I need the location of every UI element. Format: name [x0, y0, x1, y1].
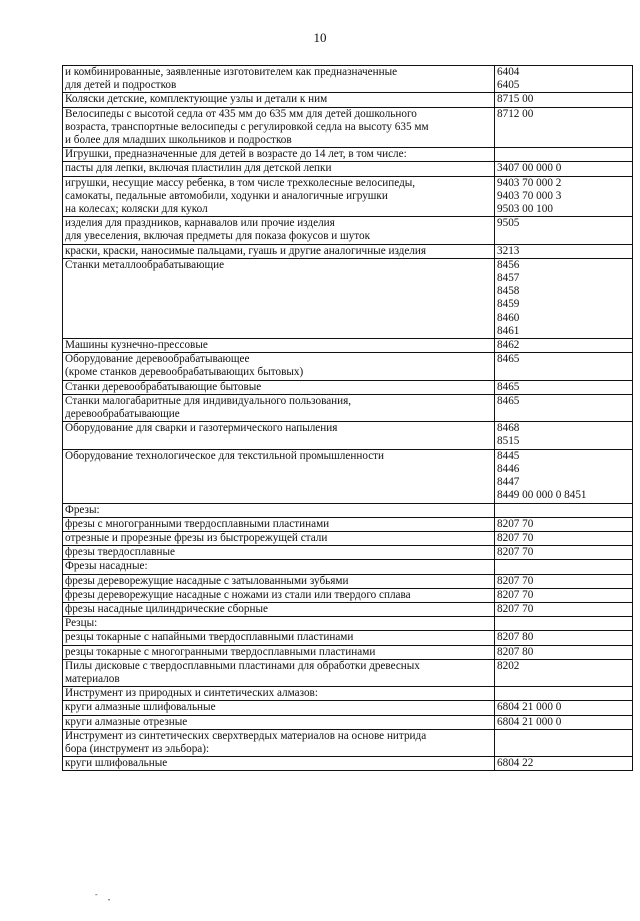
item-name-line: игрушки, несущие массу ребенка, в том числе трехколесные велосипеды, — [65, 176, 416, 189]
item-name-cell — [63, 715, 495, 729]
table-row — [63, 394, 633, 421]
item-name-cell — [63, 244, 495, 258]
item-name-line: возраста, транспортные велосипеды с регулировкой седла на высоту 635 мм — [65, 120, 429, 133]
tn-ved-code: 8207 80 — [497, 631, 534, 644]
table-row — [63, 380, 633, 394]
item-name-cell — [63, 531, 495, 545]
tn-ved-code-cell — [495, 422, 633, 449]
table-row — [63, 531, 633, 545]
tn-ved-code: 8715 00 — [497, 93, 534, 106]
table-row — [63, 517, 633, 531]
item-name-cell — [63, 729, 495, 756]
item-name-line: деревообрабатывающие — [65, 408, 180, 421]
tn-ved-code: 8457 — [497, 272, 520, 285]
tn-ved-code — [497, 560, 630, 573]
tn-ved-code-cell — [495, 258, 633, 338]
scan-speck: • — [108, 898, 111, 904]
tn-ved-code: 8515 — [497, 435, 520, 448]
tn-ved-code: 8207 80 — [497, 645, 534, 658]
table-row — [63, 560, 633, 574]
table-row — [63, 217, 633, 244]
item-name-line: изделия для праздников, карнавалов или прочие изделия — [65, 217, 335, 230]
table-row — [63, 757, 633, 771]
tn-ved-code: 8202 — [497, 659, 520, 672]
tn-ved-code-cell — [495, 162, 633, 176]
item-name-line: и более для младших школьников и подростков — [65, 134, 292, 147]
tn-ved-code: 8456 — [497, 258, 520, 271]
tn-ved-code-cell — [495, 148, 633, 162]
item-name-cell — [63, 380, 495, 394]
item-name-line: Оборудование для сварки и газотермического напыления — [65, 422, 338, 435]
item-name-line: Инструмент из природных и синтетических алмазов: — [65, 687, 318, 700]
tn-ved-code: 8465 — [497, 353, 520, 366]
item-name-cell — [63, 394, 495, 421]
table-row — [63, 687, 633, 701]
table-row — [63, 715, 633, 729]
table-row — [63, 574, 633, 588]
tn-ved-code-cell — [495, 244, 633, 258]
item-name-line: Инструмент из синтетических сверхтвердых материалов на основе нитрида — [65, 729, 427, 742]
tn-ved-code: 8207 70 — [497, 546, 534, 559]
tn-ved-code — [497, 504, 630, 517]
item-name-cell — [63, 645, 495, 659]
item-name-cell — [63, 258, 495, 338]
tn-ved-code: 8207 70 — [497, 574, 534, 587]
item-name-line: Станки деревообрабатывающие бытовые — [65, 380, 262, 393]
tn-ved-code: 8447 — [497, 476, 520, 489]
item-name-line: Велосипеды с высотой седла от 435 мм до 635 мм для детей дошкольного — [65, 107, 417, 120]
item-name-line: фрезы дереворежущие насадные с затылованными зубьями — [65, 574, 349, 587]
table-row — [63, 602, 633, 616]
item-name-line: для увеселения, включая предметы для показа фокусов и шуток — [65, 230, 371, 243]
tn-ved-code — [497, 687, 630, 700]
item-name-line: Резцы: — [65, 617, 98, 630]
item-name-line: Станки металлообрабатывающие — [65, 258, 225, 271]
table-row — [63, 244, 633, 258]
item-name-cell — [63, 422, 495, 449]
tn-ved-code-cell — [495, 546, 633, 560]
tn-ved-code-cell — [495, 176, 633, 217]
item-name-cell — [63, 217, 495, 244]
table-row — [63, 162, 633, 176]
tn-ved-code — [497, 617, 630, 630]
tn-ved-code-cell — [495, 757, 633, 771]
item-name-cell — [63, 503, 495, 517]
tn-ved-code: 9403 70 000 3 — [497, 189, 562, 202]
item-name-cell — [63, 162, 495, 176]
scan-speck: - — [95, 890, 98, 899]
item-name-line: круги алмазные отрезные — [65, 715, 188, 728]
item-name-cell — [63, 148, 495, 162]
item-name-line: на колесах; коляски для кукол — [65, 203, 208, 216]
item-name-line: Машины кузнечно-прессовые — [65, 339, 208, 352]
table-row — [63, 148, 633, 162]
tn-ved-code: 9403 70 000 2 — [497, 176, 562, 189]
page-number: 10 — [313, 30, 327, 45]
tn-ved-code: 8446 — [497, 462, 520, 475]
item-name-cell — [63, 659, 495, 686]
tn-ved-code — [497, 730, 630, 743]
item-name-cell — [63, 353, 495, 380]
tn-ved-code-cell — [495, 531, 633, 545]
tn-ved-code: 8445 — [497, 449, 520, 462]
item-name-line: Фрезы: — [65, 503, 100, 516]
item-name-line: фрезы с многогранными твердосплавными пластинами — [65, 517, 330, 530]
tn-ved-code-cell — [495, 659, 633, 686]
table-row — [63, 729, 633, 756]
tn-ved-code: 6804 21 000 0 — [497, 715, 562, 728]
table-row — [63, 422, 633, 449]
table-row — [63, 66, 633, 93]
table-row — [63, 449, 633, 503]
tn-ved-code-cell — [495, 394, 633, 421]
item-name-line: Станки малогабаритные для индивидуального пользования, — [65, 394, 352, 407]
tn-ved-code-cell — [495, 617, 633, 631]
table-row — [63, 258, 633, 338]
table-row — [63, 701, 633, 715]
item-name-cell — [63, 631, 495, 645]
tn-ved-code-cell — [495, 701, 633, 715]
item-name-line: Оборудование деревообрабатывающее — [65, 353, 250, 366]
tn-ved-code-cell — [495, 217, 633, 244]
tn-ved-code: 8207 70 — [497, 531, 534, 544]
table-row — [63, 588, 633, 602]
tn-ved-code: 3407 00 000 0 — [497, 162, 562, 175]
table-body — [63, 66, 633, 771]
item-name-cell — [63, 701, 495, 715]
tn-ved-code: 8458 — [497, 285, 520, 298]
table-row — [63, 93, 633, 107]
table-row — [63, 176, 633, 217]
item-name-cell — [63, 339, 495, 353]
item-name-line: фрезы дереворежущие насадные с ножами из стали или твердого сплава — [65, 588, 411, 601]
tn-ved-code: 6804 21 000 0 — [497, 701, 562, 714]
tn-ved-code: 8465 — [497, 394, 520, 407]
item-name-line: Оборудование технологическое для текстильной промышленности — [65, 449, 385, 462]
item-name-line: Пилы дисковые с твердосплавными пластинами для обработки древесных — [65, 659, 420, 672]
tn-ved-code: 8207 70 — [497, 602, 534, 615]
tn-ved-code: 3213 — [497, 244, 520, 257]
item-name-cell — [63, 107, 495, 148]
tn-ved-code-cell — [495, 339, 633, 353]
item-name-line: резцы токарные с напайными твердосплавными пластинами — [65, 631, 354, 644]
item-name-line: и комбинированные, заявленные изготовителем как предназначенные — [65, 66, 398, 78]
tn-ved-code-cell — [495, 93, 633, 107]
table-row — [63, 353, 633, 380]
table-row — [63, 503, 633, 517]
item-name-cell — [63, 687, 495, 701]
tn-ved-code: 6405 — [497, 79, 520, 92]
item-name-cell — [63, 546, 495, 560]
item-name-cell — [63, 560, 495, 574]
product-code-table — [62, 65, 633, 771]
item-name-line: бора (инструмент из эльбора): — [65, 742, 210, 755]
table-row — [63, 631, 633, 645]
item-name-line: фрезы насадные цилиндрические сборные — [65, 602, 268, 615]
item-name-line: круги алмазные шлифовальные — [65, 701, 216, 714]
tn-ved-code: 8712 00 — [497, 107, 534, 120]
table-row — [63, 617, 633, 631]
table-row — [63, 339, 633, 353]
item-name-cell — [63, 757, 495, 771]
item-name-line: краски, краски, наносимые пальцами, гуашь и другие аналогичные изделия — [65, 244, 427, 257]
tn-ved-code-cell — [495, 645, 633, 659]
tn-ved-code-cell — [495, 107, 633, 148]
tn-ved-code-cell — [495, 353, 633, 380]
item-name-line: материалов — [65, 672, 120, 685]
tn-ved-code: 8462 — [497, 339, 520, 352]
item-name-cell — [63, 574, 495, 588]
tn-ved-code-cell — [495, 574, 633, 588]
item-name-line: для детей и подростков — [65, 79, 177, 92]
item-name-line: Коляски детские, комплектующие узлы и детали к ним — [65, 93, 328, 106]
item-name-line: самокаты, педальные автомобили, ходунки и аналогичные игрушки — [65, 189, 388, 202]
item-name-cell — [63, 66, 495, 93]
table-row — [63, 107, 633, 148]
tn-ved-code-cell — [495, 602, 633, 616]
item-name-cell — [63, 449, 495, 503]
tn-ved-code-cell — [495, 517, 633, 531]
tn-ved-code: 9505 — [497, 217, 520, 230]
tn-ved-code: 8207 70 — [497, 588, 534, 601]
table-row — [63, 645, 633, 659]
item-name-cell — [63, 588, 495, 602]
tn-ved-code: 8459 — [497, 298, 520, 311]
tn-ved-code-cell — [495, 715, 633, 729]
tn-ved-code-cell — [495, 380, 633, 394]
tn-ved-code-cell — [495, 449, 633, 503]
item-name-cell — [63, 617, 495, 631]
item-name-cell — [63, 93, 495, 107]
item-name-cell — [63, 176, 495, 217]
tn-ved-code: 8461 — [497, 324, 520, 337]
item-name-line: Фрезы насадные: — [65, 560, 148, 573]
tn-ved-code-cell — [495, 687, 633, 701]
item-name-cell — [63, 602, 495, 616]
tn-ved-code: 8449 00 000 0 8451 — [497, 489, 587, 502]
tn-ved-code-cell — [495, 588, 633, 602]
item-name-line: резцы токарные с многогранными твердосплавными пластинами — [65, 645, 376, 658]
tn-ved-code-cell — [495, 560, 633, 574]
tn-ved-code: 6404 — [497, 66, 520, 78]
item-name-line: фрезы твердосплавные — [65, 546, 176, 559]
item-name-cell — [63, 517, 495, 531]
tn-ved-code — [497, 148, 630, 161]
tn-ved-code-cell — [495, 503, 633, 517]
item-name-line: круги шлифовальные — [65, 757, 168, 770]
tn-ved-code-cell — [495, 631, 633, 645]
tn-ved-code: 6804 22 — [497, 757, 534, 770]
item-name-line: (кроме станков деревообрабатывающих бытовых) — [65, 366, 304, 379]
item-name-line: Игрушки, предназначенные для детей в возрасте до 14 лет, в том числе: — [65, 148, 407, 161]
tn-ved-code: 8465 — [497, 380, 520, 393]
table-row — [63, 546, 633, 560]
tn-ved-code: 9503 00 100 — [497, 203, 553, 216]
tn-ved-code: 8468 — [497, 422, 520, 435]
tn-ved-code-cell — [495, 729, 633, 756]
tn-ved-code: 8460 — [497, 311, 520, 324]
tn-ved-code-cell — [495, 66, 633, 93]
item-name-line: пасты для лепки, включая пластилин для детской лепки — [65, 162, 332, 175]
tn-ved-code: 8207 70 — [497, 517, 534, 530]
table-row — [63, 659, 633, 686]
item-name-line: отрезные и прорезные фрезы из быстрорежущей стали — [65, 531, 328, 544]
